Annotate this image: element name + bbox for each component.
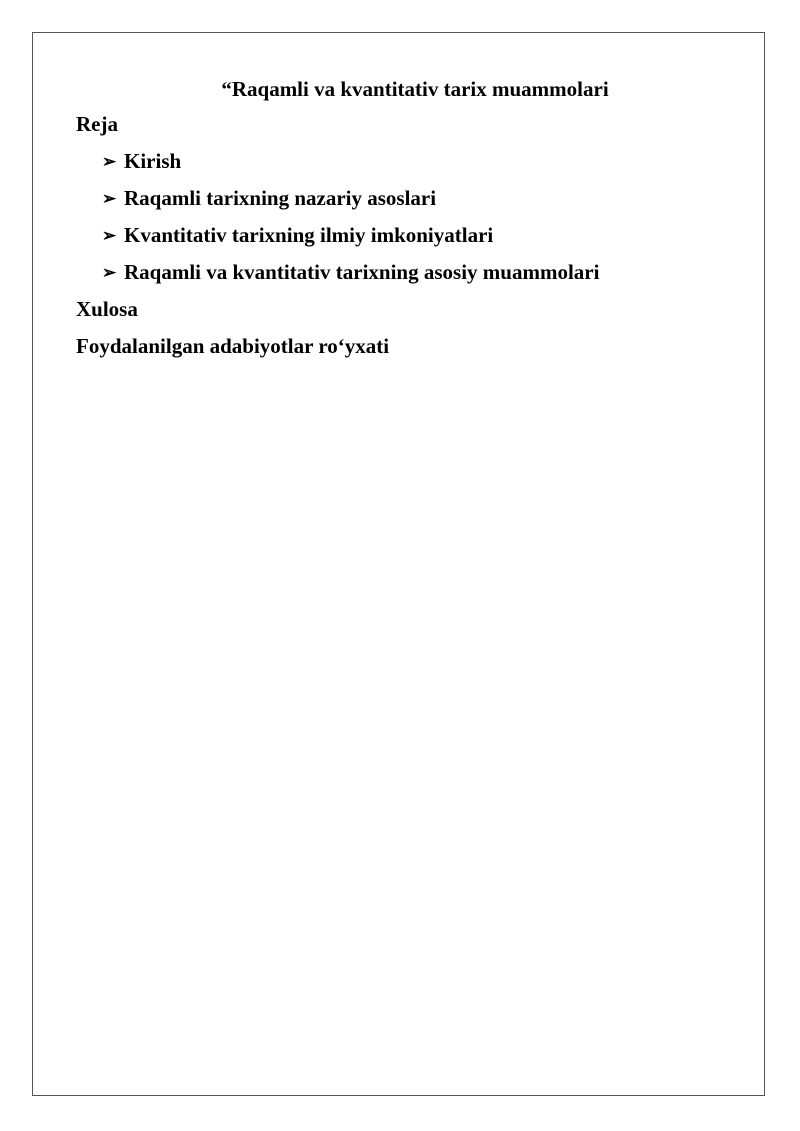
plan-item-label: Kvantitativ tarixning ilmiy imkoniyatlari bbox=[124, 223, 494, 247]
arrow-bullet-icon: ➢ bbox=[102, 226, 117, 245]
plan-item-label: Kirish bbox=[124, 149, 182, 173]
document-body bbox=[76, 74, 746, 365]
arrow-bullet-icon: ➢ bbox=[102, 263, 117, 282]
plan-heading: Reja bbox=[76, 112, 118, 136]
plan-item-label: Raqamli va kvantitativ tarixning asosiy muammolari bbox=[124, 260, 600, 284]
document-title: “Raqamli va kvantitativ tarix muammolari bbox=[221, 77, 609, 101]
plan-item bbox=[76, 217, 746, 254]
arrow-bullet-icon: ➢ bbox=[102, 189, 117, 208]
conclusion-heading: Xulosa bbox=[76, 297, 138, 321]
references-heading: Foydalanilgan adabiyotlar ro‘yxati bbox=[76, 334, 390, 358]
plan-item bbox=[76, 143, 746, 180]
plan-item-label: Raqamli tarixning nazariy asoslari bbox=[124, 186, 437, 210]
plan-item bbox=[76, 254, 746, 291]
plan-item bbox=[76, 180, 746, 217]
plan-list bbox=[76, 143, 746, 291]
arrow-bullet-icon: ➢ bbox=[102, 152, 117, 171]
